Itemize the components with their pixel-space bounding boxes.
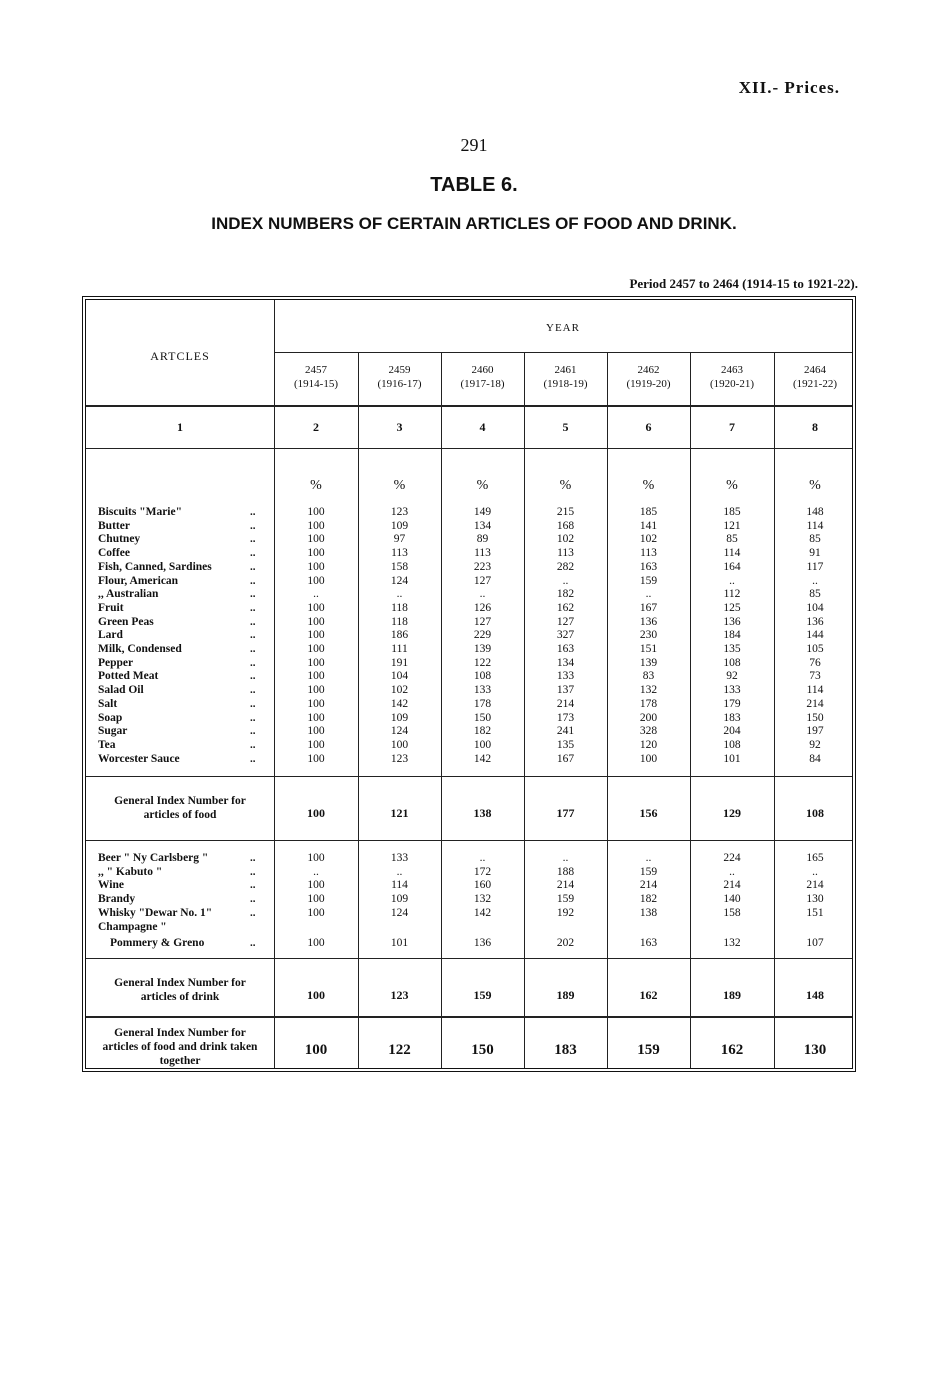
food-index-value: 177 (556, 806, 575, 820)
table-cell: 133 (556, 670, 575, 683)
table-cell: .. (812, 865, 818, 878)
table-cell: 159 (639, 865, 658, 878)
food-index-value: 156 (639, 806, 658, 820)
table-cell: 163 (556, 643, 575, 655)
table-cell: 192 (556, 906, 575, 919)
leader-dots: .. (250, 574, 256, 587)
drink-index-value: 159 (473, 988, 492, 1002)
table-cell: 188 (556, 865, 575, 878)
food-article-label: Soap (98, 711, 123, 724)
table-cell: 100 (307, 906, 325, 919)
leader-dots: .. (250, 906, 256, 919)
articles-header: ARTCLES (150, 349, 210, 363)
food-article-label: Flour, American (98, 574, 179, 587)
table-cell: 121 (723, 519, 741, 532)
table-cell: 100 (307, 656, 325, 669)
table-cell: 185 (639, 506, 658, 518)
drink-index-value: 100 (307, 988, 325, 1002)
table-cell: 102 (556, 533, 575, 546)
column-number: 3 (396, 420, 403, 434)
table-cell: 136 (806, 615, 824, 628)
table-cell: 118 (391, 601, 408, 614)
combined-index-label: General Index Number for (114, 1027, 246, 1039)
drink-index-value: 123 (390, 988, 409, 1002)
table-cell: 162 (556, 601, 575, 614)
table-cell: .. (729, 865, 735, 878)
table-cell: 197 (806, 725, 824, 738)
percent-sign: % (393, 478, 406, 493)
table-cell: 127 (556, 615, 575, 628)
table-cell: 100 (639, 752, 658, 765)
combined-index-value: 183 (554, 1042, 577, 1058)
table-cell: 135 (723, 643, 741, 655)
table-cell: 85 (809, 533, 821, 546)
table-cell: .. (812, 574, 818, 587)
drink-article-label: Pommery & Greno (110, 937, 205, 950)
table-cell: 139 (473, 643, 492, 655)
table-cell: 111 (391, 643, 408, 655)
table-cell: 224 (723, 852, 741, 864)
table-cell: 127 (473, 574, 492, 587)
table-cell: 100 (307, 893, 325, 906)
food-divider (86, 776, 852, 777)
drink-article-label: Beer " Ny Carlsberg " (98, 852, 209, 864)
drink-article-label: Wine (98, 879, 124, 892)
table-cell: 230 (639, 629, 658, 642)
table-cell: 133 (473, 684, 492, 697)
table-cell: 168 (556, 519, 575, 532)
leader-dots: .. (250, 588, 256, 601)
table-cell: 158 (723, 906, 741, 919)
table-cell: 132 (639, 684, 658, 697)
table-cell: 100 (307, 547, 325, 560)
table-cell: 144 (806, 629, 824, 642)
table-cell: 133 (723, 684, 741, 697)
leader-dots: .. (250, 670, 256, 683)
leader-dots: .. (250, 601, 256, 614)
food-article-label: Worcester Sauce (98, 752, 180, 765)
table-cell: 223 (473, 560, 492, 573)
table-cell: 214 (639, 879, 658, 892)
table-cell: 141 (639, 519, 658, 532)
table-cell: 100 (307, 711, 325, 724)
table-cell: 100 (307, 519, 325, 532)
table-cell: 100 (390, 738, 409, 751)
leader-dots: .. (250, 852, 256, 864)
drink-divider (86, 958, 852, 959)
table-cell: 124 (390, 725, 409, 738)
table-cell: 136 (639, 615, 658, 628)
table-cell: 117 (806, 560, 824, 573)
table-cell: 151 (639, 643, 658, 655)
table-cell: 100 (307, 684, 325, 697)
food-article-label: Potted Meat (98, 670, 159, 683)
table-cell: 134 (556, 656, 575, 669)
table-cell: 97 (393, 533, 406, 546)
table-cell: 89 (476, 533, 489, 546)
table-cell: 107 (806, 937, 824, 950)
table-cell: 142 (390, 697, 409, 710)
table-cell: 108 (723, 738, 741, 751)
table-cell: 104 (806, 601, 824, 614)
table-cell: 104 (390, 670, 409, 683)
table-cell: .. (562, 574, 569, 587)
column-year-range: (1917-18) (460, 378, 505, 390)
combined-index-value: 130 (803, 1042, 827, 1058)
column-year-range: (1916-17) (377, 378, 422, 390)
table-cell: 214 (806, 697, 824, 710)
table-cell: 172 (473, 865, 492, 878)
food-article-label: Salad Oil (98, 684, 144, 697)
table-cell: 191 (390, 656, 409, 669)
table-cell: 108 (473, 670, 492, 683)
table-cell: .. (645, 588, 652, 601)
table-cell: 102 (390, 684, 409, 697)
year-underline (274, 352, 852, 353)
table-cell: 137 (556, 684, 575, 697)
table-cell: 182 (473, 725, 492, 738)
leader-dots: .. (250, 519, 256, 532)
column-year: 2459 (388, 364, 411, 376)
column-year: 2462 (637, 364, 660, 376)
column-number-divider (86, 448, 852, 449)
table-cell: 123 (390, 752, 409, 765)
food-article-label: Lard (98, 629, 123, 642)
combined-index-value: 100 (304, 1042, 328, 1058)
table-cell: 132 (723, 937, 741, 950)
column-number: 7 (729, 420, 735, 434)
leader-dots: .. (250, 560, 256, 573)
leader-dots: .. (250, 725, 256, 738)
table-cell: 132 (473, 893, 492, 906)
table-cell: 112 (723, 588, 741, 601)
table-cell: 109 (390, 519, 409, 532)
table-cell: 140 (723, 893, 741, 906)
table-cell: 150 (806, 711, 824, 724)
table-cell: 214 (723, 879, 741, 892)
table-cell: 327 (556, 629, 575, 642)
table-cell: 204 (723, 725, 741, 738)
table-cell: 76 (809, 656, 821, 669)
food-index-value: 129 (723, 806, 741, 820)
food-index-divider (86, 840, 852, 841)
food-article-label: Fruit (98, 601, 124, 614)
column-number: 4 (479, 420, 486, 434)
drink-index-value: 189 (723, 988, 741, 1002)
food-index-label: General Index Number for (114, 795, 246, 807)
table-cell: 92 (809, 738, 821, 751)
leader-dots: .. (250, 879, 256, 892)
table-cell: 124 (390, 906, 409, 919)
table-cell: 101 (723, 752, 741, 765)
table-cell: 100 (307, 738, 325, 751)
percent-sign: % (809, 478, 821, 493)
table-cell: 100 (307, 937, 325, 950)
table-cell: 139 (639, 656, 658, 669)
table-cell: 167 (639, 601, 658, 614)
table-cell: 214 (806, 879, 824, 892)
table-cell: 92 (726, 670, 738, 683)
table-cell: 229 (473, 629, 492, 642)
table-cell: 202 (556, 937, 575, 950)
table-cell: 158 (390, 560, 409, 573)
table-cell: 108 (723, 656, 741, 669)
food-article-label: Coffee (98, 547, 130, 560)
table-cell: 113 (557, 547, 574, 560)
table-cell: 186 (390, 629, 409, 642)
food-index-value: 108 (806, 806, 824, 820)
table-cell: .. (396, 865, 403, 878)
percent-sign: % (310, 478, 322, 493)
table-cell: 100 (307, 574, 325, 587)
drink-article-label: Brandy (98, 893, 136, 906)
table-cell: .. (729, 574, 735, 587)
table-cell: 142 (473, 752, 492, 765)
table-cell: .. (479, 852, 486, 864)
column-year: 2457 (305, 364, 327, 376)
table-cell: 125 (723, 601, 741, 614)
food-article-label: Chutney (98, 533, 141, 546)
header-divider (86, 405, 852, 407)
table-cell: 123 (390, 506, 409, 518)
column-year: 2464 (804, 364, 826, 376)
leader-dots: .. (250, 684, 256, 697)
table-cell: 178 (473, 697, 492, 710)
column-number: 8 (812, 420, 818, 434)
drink-article-label: Champagne " (98, 920, 167, 933)
table-cell: .. (313, 588, 319, 601)
index-table (82, 296, 856, 1072)
leader-dots: .. (250, 711, 256, 724)
table-cell: 100 (307, 697, 325, 710)
table-cell: 102 (639, 533, 658, 546)
table-subtitle: INDEX NUMBERS OF CERTAIN ARTICLES OF FOOD AND DRINK. (211, 214, 737, 233)
table-cell: 84 (809, 752, 821, 765)
table-cell: 178 (639, 697, 658, 710)
column-year: 2460 (471, 364, 494, 376)
table-cell: 164 (723, 560, 741, 573)
table-cell: 134 (473, 519, 492, 532)
column-number: 2 (313, 420, 319, 434)
table-cell: 148 (806, 506, 824, 518)
table-cell: 100 (307, 852, 325, 864)
table-cell: 328 (639, 725, 658, 738)
food-article-label: Green Peas (98, 615, 154, 628)
column-year-range: (1921-22) (793, 378, 837, 390)
table-cell: 184 (723, 629, 741, 642)
food-index-value: 100 (307, 806, 325, 820)
drink-index-divider (86, 1016, 852, 1018)
table-cell: 163 (639, 560, 658, 573)
table-cell: 100 (307, 533, 325, 546)
leader-dots: .. (250, 547, 256, 560)
table-cell: 151 (806, 906, 824, 919)
table-cell: 101 (390, 937, 409, 950)
combined-index-label: together (159, 1055, 201, 1067)
drink-index-label: articles of drink (140, 991, 220, 1003)
percent-sign: % (726, 478, 738, 493)
table-cell: 182 (639, 893, 658, 906)
combined-index-value: 159 (637, 1042, 660, 1058)
table-cell: 241 (556, 725, 575, 738)
column-number: 5 (562, 420, 569, 434)
table-cell: 100 (307, 752, 325, 765)
table-cell: 100 (307, 506, 325, 518)
table-cell: 105 (806, 643, 824, 655)
table-cell: 138 (639, 906, 658, 919)
column-year-range: (1920-21) (710, 378, 754, 390)
drink-index-value: 189 (556, 988, 575, 1002)
table-cell: 214 (556, 879, 575, 892)
leader-dots: .. (250, 697, 256, 710)
table-cell: 118 (391, 615, 408, 628)
combined-index-label: articles of food and drink taken (102, 1041, 258, 1053)
food-article-label: ,, Australian (98, 588, 159, 601)
table-cell: 100 (307, 879, 325, 892)
table-cell: 100 (307, 560, 325, 573)
table-cell: 127 (473, 615, 492, 628)
table-cell: 114 (806, 684, 824, 697)
table-cell: 85 (726, 533, 738, 546)
table-cell: 215 (556, 506, 575, 518)
table-cell: 114 (391, 879, 408, 892)
table-cell: 120 (639, 738, 658, 751)
table-cell: 100 (307, 601, 325, 614)
table-cell: .. (313, 865, 319, 878)
drink-article-label: ,, " Kabuto " (98, 865, 163, 878)
table-cell: 159 (639, 574, 658, 587)
table-cell: 100 (307, 670, 325, 683)
food-index-value: 138 (473, 806, 492, 820)
percent-sign: % (476, 478, 489, 493)
table-cell: 91 (809, 547, 821, 560)
table-cell: 109 (390, 711, 409, 724)
food-article-label: Sugar (98, 725, 128, 738)
column-year-range: (1918-19) (543, 378, 588, 390)
table-cell: 126 (473, 601, 492, 614)
table-cell: 100 (307, 629, 325, 642)
table-cell: 200 (639, 711, 658, 724)
combined-index-value: 150 (471, 1042, 494, 1058)
leader-dots: .. (250, 643, 256, 655)
table-cell: 185 (723, 506, 741, 518)
table-title: TABLE 6. (430, 174, 518, 196)
combined-index-value: 122 (388, 1042, 411, 1058)
table-cell: 100 (307, 615, 325, 628)
table-cell: 165 (806, 852, 824, 864)
drink-article-label: Whisky "Dewar No. 1" (98, 906, 213, 919)
leader-dots: .. (250, 656, 256, 669)
leader-dots: .. (250, 738, 256, 751)
table-cell: 113 (640, 547, 657, 560)
leader-dots: .. (250, 533, 256, 546)
column-year: 2463 (721, 364, 743, 376)
food-index-label: articles of food (143, 809, 217, 821)
table-cell: 150 (473, 711, 492, 724)
table-cell: 113 (391, 547, 408, 560)
table-cell: 114 (806, 519, 824, 532)
food-article-label: Tea (98, 738, 116, 751)
table-cell: 124 (390, 574, 409, 587)
table-cell: 163 (639, 937, 658, 950)
table-cell: .. (562, 852, 569, 864)
table-cell: .. (479, 588, 486, 601)
leader-dots: .. (250, 937, 256, 950)
leader-dots: .. (250, 752, 256, 765)
combined-index-value: 162 (720, 1042, 744, 1058)
leader-dots: .. (250, 615, 256, 628)
year-header: YEAR (546, 322, 580, 334)
table-cell: 167 (556, 752, 575, 765)
table-cell: 160 (473, 879, 492, 892)
food-index-value: 121 (390, 806, 409, 820)
table-cell: 73 (809, 670, 821, 683)
table-cell: 173 (556, 711, 575, 724)
leader-dots: .. (250, 629, 256, 642)
leader-dots: .. (250, 506, 256, 518)
page-number: 291 (460, 135, 488, 155)
table-cell: 282 (556, 560, 575, 573)
table-cell: 130 (806, 893, 824, 906)
table-cell: 85 (809, 588, 821, 601)
column-year-range: (1919-20) (626, 378, 671, 390)
table-cell: 142 (473, 906, 492, 919)
drink-index-value: 162 (639, 988, 658, 1002)
table-cell: 214 (556, 697, 575, 710)
table-cell: 135 (556, 738, 575, 751)
table-cell: 83 (642, 670, 655, 683)
table-cell: 100 (473, 738, 492, 751)
table-cell: 100 (307, 725, 325, 738)
table-cell: 179 (723, 697, 741, 710)
table-cell: 159 (556, 893, 575, 906)
food-article-label: Milk, Condensed (98, 643, 182, 655)
leader-dots: .. (250, 865, 256, 878)
table-cell: 133 (390, 852, 409, 864)
food-article-label: Salt (98, 697, 118, 710)
food-article-label: Butter (98, 519, 130, 532)
table-cell: .. (396, 588, 403, 601)
table-cell: 109 (390, 893, 409, 906)
table-cell: 183 (723, 711, 741, 724)
table-cell: .. (645, 852, 652, 864)
column-number: 1 (177, 420, 183, 434)
table-cell: 100 (307, 643, 325, 655)
table-cell: 136 (473, 937, 492, 950)
food-article-label: Pepper (98, 656, 134, 669)
food-article-label: Biscuits "Marie" (98, 506, 182, 518)
food-article-label: Fish, Canned, Sardines (98, 560, 212, 573)
table-cell: 149 (473, 506, 492, 518)
section-header: XII.- Prices. (738, 78, 840, 97)
percent-sign: % (642, 478, 655, 493)
period-note: Period 2457 to 2464 (1914-15 to 1921-22). (629, 276, 858, 291)
column-number: 6 (645, 420, 652, 434)
table-cell: 182 (556, 588, 575, 601)
column-year-range: (1914-15) (294, 378, 338, 390)
column-year: 2461 (554, 364, 577, 376)
drink-index-value: 148 (806, 988, 824, 1002)
table-cell: 114 (723, 547, 741, 560)
table-cell: 136 (723, 615, 741, 628)
leader-dots: .. (250, 893, 256, 906)
table-cell: 122 (473, 656, 492, 669)
table-cell: 113 (474, 547, 491, 560)
percent-sign: % (559, 478, 572, 493)
drink-index-label: General Index Number for (114, 977, 246, 989)
